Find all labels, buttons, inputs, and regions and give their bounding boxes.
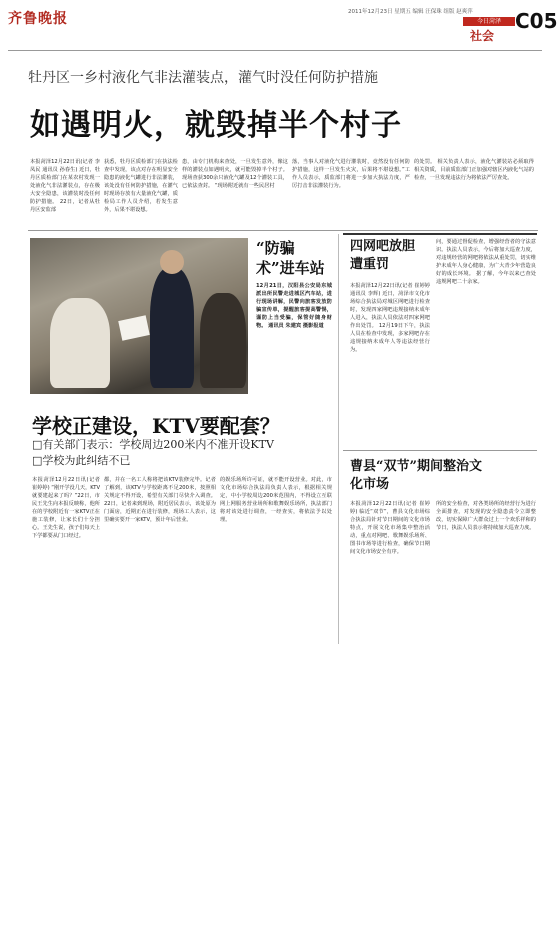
school-column-1: 本报菏泽12月22日讯(记者 崔婷婷) “刚开学没几天，KTV就要建起来了吗？”22日，市民王先生向本报反映称，他所在的学校附近有一家KTV正在施工装修，让家长们十分担心。王先生说，孩子们每天上下学都要从门口经过。 [32, 477, 100, 539]
cao-headline: 曹县“双节”期间整治文化市场 [350, 459, 482, 492]
internet-column-1: 本报菏泽12月22日讯(记者 崔婷婷 通讯员 李辉) 近日，菏泽市文化市场综合执法局对城区网吧进行检查时，发现四家网吧违规接纳未成年人进入，执法人员依法对四家网吧作出处罚。 12月19日下午，执法人员在检查中发现，多家网吧存在违规接纳未成年人等违法经营行为。 [350, 283, 430, 353]
lead-bottom-rule [28, 230, 538, 231]
masthead-divider [8, 50, 542, 51]
lead-column-4: 落，当事人对液化气进行灌装时，竟然没有任何防护措施，这样一旦发生火灾，后果将不堪设想。”工作人员表示，质监部门将进一步加大执法力度，严厉打击非法灌装行为。 [292, 159, 410, 189]
lead-column-3: 患，由专门机构来查处，一旦发生意外，像这样的灌装点如遇明火，就可能毁掉半个村子。现场查获300余只液化气罐及12个灌装工具，已依法查封。 “现场附近就有一些民居村 [182, 159, 288, 189]
section-tag: 今日菏泽 [463, 17, 515, 26]
date-line [348, 7, 473, 15]
internet-column-2: 问，要通过督促检查，增强经营者的守法意识。执法人员表示，今后将加大巡查力度，对违规经营的网吧将依法从重处罚，切实维护未成年人身心健康，为广大青少年营造良好的成长环境。 据了解，今年以来已查处违规网吧二十余家。 [436, 239, 536, 285]
school-column-3: 的娱乐场所许可证，就不能开设营业。对此，市文化市场综合执法局负责人表示，根据相关规定，中小学校周边200米范围内，不得设立互联网上网服务营业场所和歌舞娱乐场所，执法部门将对该处进行调查，一经查实，将依法予以处理。 [220, 477, 332, 523]
weekday: 星期五 [394, 9, 411, 15]
internet-headline: 四网吧放胆遭重罚 [350, 239, 416, 272]
news-photo [30, 238, 248, 394]
school-deck-2: □学校为此纠结不已 [32, 454, 131, 467]
right-mid-rule [343, 450, 537, 451]
column-divider [338, 234, 339, 644]
school-headline: 学校正建设，KTV要配套？ [32, 414, 280, 438]
school-deck-1: □有关部门表示：学校周边200米内不准开设KTV [32, 438, 274, 451]
cao-column-1: 本报菏泽12月22日讯(记者 崔婷婷) 临近“双节”，曹县文化市场综合执法局针对节日期间的文化市场特点，开展文化市场集中整治活动，重点对网吧、歌舞娱乐场所、图书市场等进行检查，确保节日期间文化市场安全有序。 [350, 501, 430, 555]
photo-caption: 12月21日，汉阳县公安局东城派出所民警走进城区汽车站，进行现场讲解，民警向旅客发放防骗宣传单，提醒旅客提高警惕，谨防上当受骗，保管好随身财物。 通讯员 朱建宾 摄影报道 [256, 283, 332, 329]
lead-headline: 如遇明火，就毁掉半个村子 [30, 108, 402, 143]
lead-column-5: 的处罚。 相关负责人表示，液化气灌装站必须取得相关资质，目前质监部门正加强对辖区内液化气站的检查，一旦发现违法行为将依法严厉查处。 [414, 159, 534, 181]
photo-title: “防骗术”进车站 [256, 239, 325, 277]
date: 2011年12月23日 [348, 9, 393, 15]
cao-column-2: 所的安全检查，对各类场所的经营行为进行全面排查，对发现的安全隐患责令立即整改，切实保障广大群众过上一个欢乐祥和的节日，执法人员表示将持续加大巡查力度。 [436, 501, 536, 531]
masthead [8, 6, 558, 43]
school-column-2: 都，并在一名工人称将把该KTV装修完毕。记者了解到，该KTV与学校距离不足200米，按照相关规定不得开设，希望有关部门尽快介入调查。 22日，记者来到现场，附近居民表示，该处原为门面房，近期正在进行装修，现场工人表示，这里确实要开一家KTV，预计年后营业。 [104, 477, 216, 523]
lead-column-2: 获悉，牡丹区质检部门在执法检查中发现，该点对存在明显安全隐患的液化气罐进行非法灌装，该处没有任何防护措施，在灌气时现场存放有大量液化气罐，质检局工作人员介绍，若发生意外，后果不堪设想。 [104, 159, 178, 213]
section-name: 社会 [470, 29, 495, 43]
lead-kicker: 牡丹区一乡村液化气非法灌装点，灌气时没任何防护措施 [28, 70, 378, 86]
newspaper-name: 齐鲁晚报 [8, 11, 68, 27]
editor-line: 编辑 汪保珠 组版 赵爽萍 [412, 9, 473, 15]
lead-column-1: 本报菏泽12月22日讯(记者 李凤民 通讯员 孙春生) 近日，牡丹区质检部门在某农村发现一处液化气非法灌装点，存在极大安全隐患，该灌装时没任何防护措施。 22日，记者从牡丹区安监部 [30, 159, 100, 213]
right-rule [343, 233, 537, 235]
page-number: C05 [515, 9, 558, 33]
